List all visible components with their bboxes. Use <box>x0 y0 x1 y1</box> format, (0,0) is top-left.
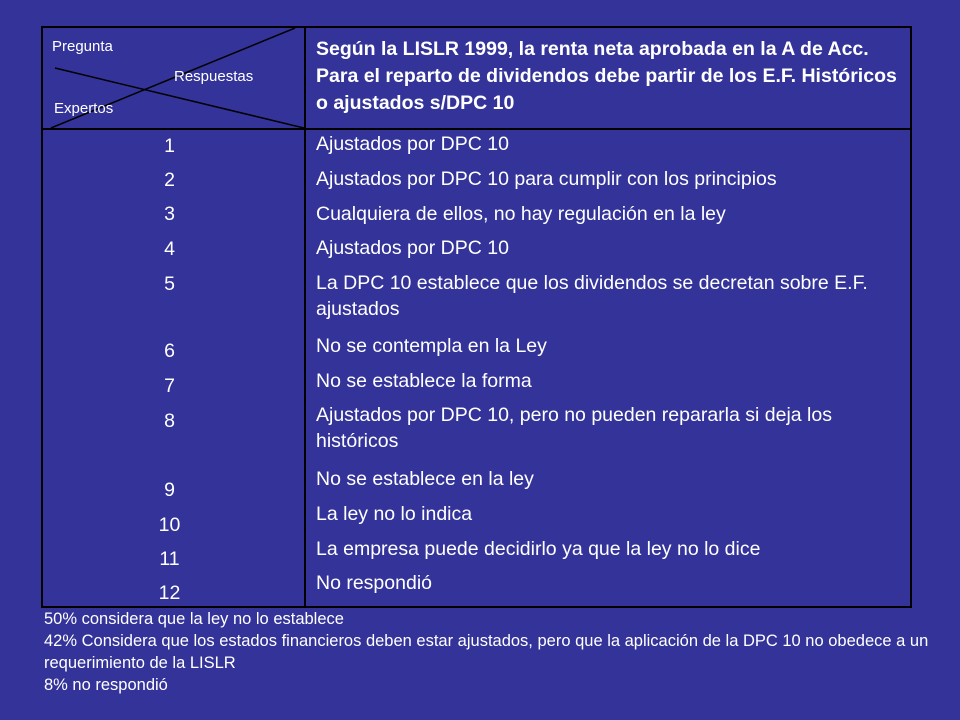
expert-number: 8 <box>164 410 175 432</box>
header-respuestas-label: Respuestas <box>174 68 254 85</box>
summary-line: 42% Considera que los estados financieros deben estar ajustados, pero que la aplicación de la DPC 10 no obedece a un requerimiento de la LISLR <box>44 632 929 672</box>
expert-answer: No se establece la forma <box>316 370 532 392</box>
summary-notes <box>44 608 934 696</box>
expert-answer: La ley no lo indica <box>316 503 473 525</box>
expert-number: 10 <box>158 514 181 536</box>
results-table <box>41 26 912 608</box>
header-expertos-label: Expertos <box>54 100 114 117</box>
question-header: Según la LISLR 1999, la renta neta aprobada en la A de Acc. Para el reparto de dividendos debe partir de los E.F. Históricos o ajustados s/DPC 10 <box>316 38 897 114</box>
expert-number: 6 <box>164 340 175 362</box>
expert-number: 4 <box>164 238 175 260</box>
expert-answer: Ajustados por DPC 10 <box>316 237 509 259</box>
expert-answer: No se contempla en la Ley <box>316 335 547 357</box>
expert-number: 9 <box>164 479 175 501</box>
expert-answer: La DPC 10 establece que los dividendos se decretan sobre E.F. ajustados <box>316 272 868 320</box>
expert-answer: La empresa puede decidirlo ya que la ley no lo dice <box>316 538 761 560</box>
summary-line: 50% considera que la ley no lo establece <box>44 610 344 628</box>
summary-line: 8% no respondió <box>44 676 168 694</box>
expert-answer: No se establece en la ley <box>316 468 534 490</box>
expert-number: 5 <box>164 273 175 295</box>
expert-number: 1 <box>164 135 175 157</box>
column-divider <box>304 28 306 606</box>
header-divider <box>43 128 910 130</box>
expert-number: 3 <box>164 203 175 225</box>
expert-answer: Ajustados por DPC 10 para cumplir con los principios <box>316 168 777 190</box>
expert-number: 2 <box>164 169 175 191</box>
expert-answer: Ajustados por DPC 10, pero no pueden repararla si deja los históricos <box>316 404 832 452</box>
header-pregunta-label: Pregunta <box>52 38 113 55</box>
expert-number: 7 <box>164 375 175 397</box>
expert-number: 11 <box>159 548 180 570</box>
expert-answer: Cualquiera de ellos, no hay regulación en la ley <box>316 203 726 225</box>
expert-answer: Ajustados por DPC 10 <box>316 133 509 155</box>
expert-number: 12 <box>158 582 181 604</box>
expert-answer: No respondió <box>316 572 432 594</box>
